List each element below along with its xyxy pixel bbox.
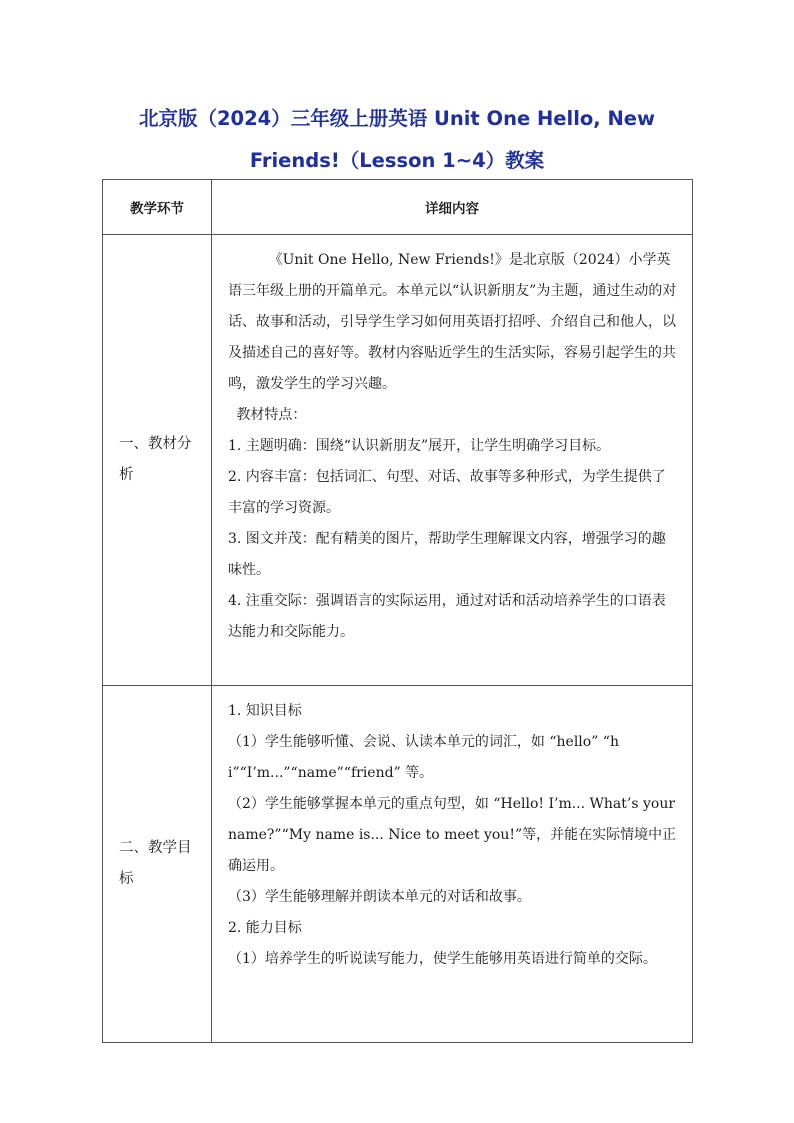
paragraph: （1）学生能够听懂、会说、认读本单元的词汇，如 “hello” “hi”“I’m...”“name”“friend” 等。 bbox=[228, 734, 619, 781]
paragraph: 4. 注重交际：强调语言的实际运用，通过对话和活动培养学生的口语表达能力和交际能力。 bbox=[228, 593, 666, 640]
row-label-teaching-objectives: 二、教学目标 bbox=[103, 686, 212, 1043]
header-detail-content: 详细内容 bbox=[212, 180, 693, 235]
table-row bbox=[103, 235, 693, 686]
paragraph: （3）学生能够理解并朗读本单元的对话和故事。 bbox=[228, 889, 531, 905]
paragraph: 1. 知识目标 bbox=[228, 703, 302, 719]
title-line-2: Friends!（Lesson 1~4）教案 bbox=[249, 149, 545, 172]
row-content-textbook-analysis bbox=[212, 235, 693, 686]
paragraph: （2）学生能够掌握本单元的重点句型，如 “Hello! I’m... What’s your name?”“My name is... Nice to meet you!”等，并能在实际情境中正确运用。 bbox=[228, 796, 677, 874]
document-title bbox=[110, 98, 684, 182]
lesson-plan-table bbox=[102, 179, 693, 1043]
table-header-row bbox=[103, 180, 693, 235]
paragraph: 教材特点： bbox=[236, 407, 307, 423]
row-content-teaching-objectives bbox=[212, 686, 693, 1043]
paragraph: 2. 内容丰富：包括词汇、句型、对话、故事等多种形式，为学生提供了丰富的学习资源。 bbox=[228, 469, 666, 516]
paragraph: 2. 能力目标 bbox=[228, 920, 302, 936]
table-row bbox=[103, 686, 693, 1043]
paragraph: 《Unit One Hello, New Friends!》是北京版（2024）小学英语三年级上册的开篇单元。本单元以“认识新朋友”为主题，通过生动的对话、故事和活动，引导学生学习如何用英语打招呼、介绍自己和他人，以及描述自己的喜好等。教材内容贴近学生的生活实际，容易引起学生的共鸣，激发学生的学习兴趣。 bbox=[228, 252, 677, 392]
paragraph: （1）培养学生的听说读写能力，使学生能够用英语进行简单的交际。 bbox=[228, 951, 657, 967]
header-teaching-stage: 教学环节 bbox=[103, 180, 212, 235]
title-line-1: 北京版（2024）三年级上册英语 Unit One Hello, New bbox=[138, 107, 656, 130]
paragraph: 1. 主题明确：围绕“认识新朋友”展开，让学生明确学习目标。 bbox=[228, 438, 611, 454]
paragraph: 3. 图文并茂：配有精美的图片，帮助学生理解课文内容，增强学习的趣味性。 bbox=[228, 531, 666, 578]
row-label-textbook-analysis: 一、教材分析 bbox=[103, 235, 212, 686]
